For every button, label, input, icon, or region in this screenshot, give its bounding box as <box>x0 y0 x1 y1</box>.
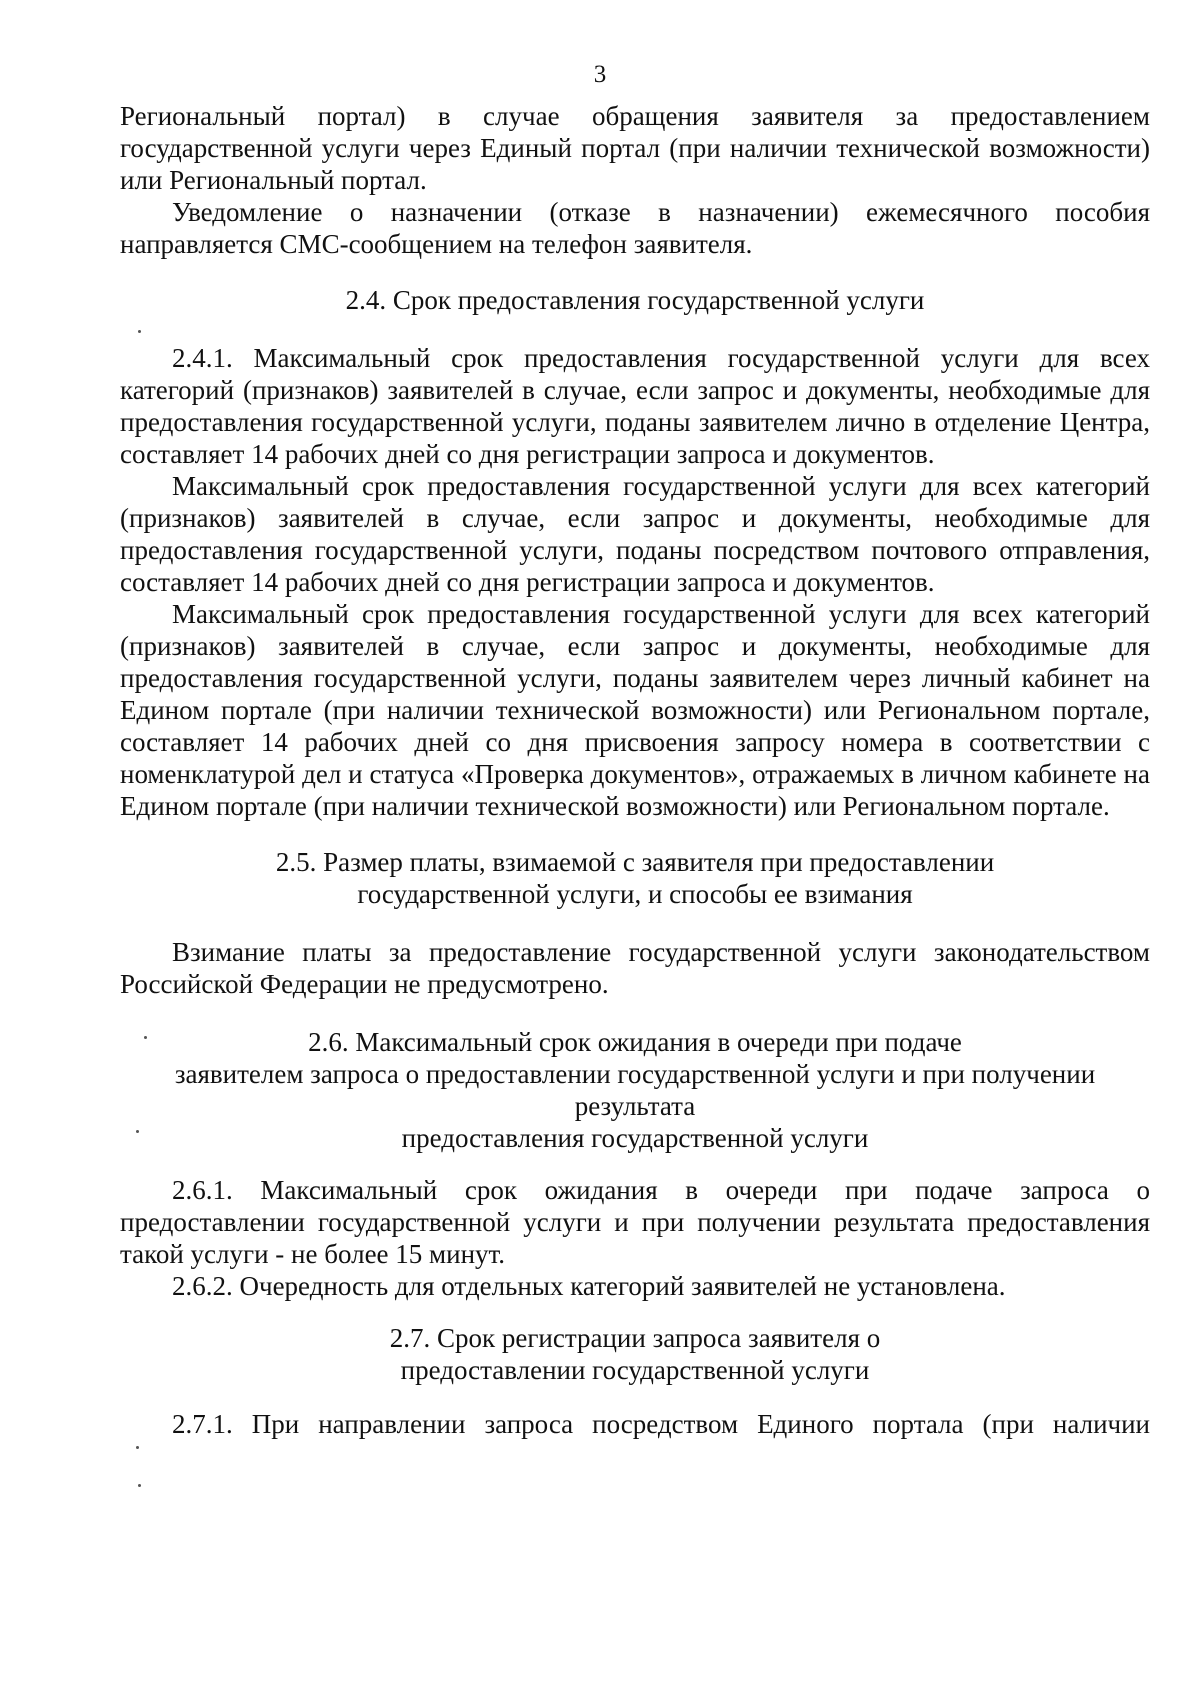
section-2-7-heading-line-1: 2.7. Срок регистрации запроса заявителя о <box>389 1323 881 1353</box>
section-2-6-heading-line-4: предоставления государственной услуги <box>401 1123 869 1153</box>
scan-speck <box>144 1036 147 1039</box>
section-2-4-paragraph-2: Максимальный срок предоставления государственной услуги для всех категорий (признаков) заявителей в случае, если запрос и документы, необходимые для предоставления государственной услуги, поданы посредством почтового отправления, составляет 14 рабочих дней со дня регистрации запроса и документов. <box>120 471 1150 597</box>
section-2-5-paragraph-1: Взимание платы за предоставление государственной услуги законодательством Российской Федерации не предусмотрено. <box>120 937 1150 999</box>
section-2-6-heading <box>120 1026 1150 1154</box>
intro-paragraph-1: Региональный портал) в случае обращения заявителя за предоставлением государственной услуги через Единый портал (при наличии технической возможности) или Региональный портал. <box>120 101 1150 195</box>
section-2-6-heading-line-1: 2.6. Максимальный срок ожидания в очереди при подаче <box>308 1027 962 1057</box>
scan-speck <box>138 330 141 333</box>
section-2-6-body <box>120 1174 1150 1302</box>
scan-speck <box>136 1130 139 1133</box>
section-2-6-heading-line-2: заявителем запроса о предоставлении государственной услуги и при получении <box>174 1059 1096 1089</box>
intro-paragraph-2: Уведомление о назначении (отказе в назначении) ежемесячного пособия направляется СМС-сообщением на телефон заявителя. <box>120 197 1150 259</box>
section-2-5-body <box>120 936 1150 1000</box>
section-2-7-body <box>120 1408 1150 1440</box>
section-2-6-paragraph-1: 2.6.1. Максимальный срок ожидания в очереди при подаче запроса о предоставлении государственной услуги и при получении результата предоставления такой услуги - не более 15 минут. <box>120 1175 1150 1269</box>
section-2-5-heading-line-1: 2.5. Размер платы, взимаемой с заявителя при предоставлении <box>275 847 995 877</box>
section-2-4-paragraph-3: Максимальный срок предоставления государственной услуги для всех категорий (признаков) заявителей в случае, если запрос и документы, необходимые для предоставления государственной услуги, поданы заявителем через личный кабинет на Едином портале (при наличии технической возможности) или Региональном портале, составляет 14 рабочих дней со дня присвоения запросу номера в соответствии с номенклатурой дел и статуса «Проверка документов», отражаемых в личном кабинете на Едином портале (при наличии технической возможности) или Региональном портале. <box>120 599 1150 821</box>
page-number: 3 <box>593 61 607 88</box>
section-2-5-heading <box>120 846 1150 910</box>
section-2-7-paragraph-1: 2.7.1. При направлении запроса посредством Единого портала (при наличии <box>172 1409 1150 1439</box>
intro-block <box>120 100 1150 260</box>
section-2-7-heading-line-2: предоставлении государственной услуги <box>400 1355 870 1385</box>
section-2-6-heading-line-3: результата <box>574 1091 696 1121</box>
scan-speck <box>136 1446 139 1449</box>
section-2-6-paragraph-2: 2.6.2. Очередность для отдельных категорий заявителей не установлена. <box>172 1271 1006 1301</box>
section-2-4-body <box>120 342 1150 822</box>
section-2-7-heading <box>120 1322 1150 1386</box>
scan-speck <box>138 1484 141 1487</box>
section-2-4-heading: 2.4. Срок предоставления государственной услуги <box>345 285 925 315</box>
section-2-4-paragraph-1: 2.4.1. Максимальный срок предоставления государственной услуги для всех категорий (признаков) заявителей в случае, если запрос и документы, необходимые для предоставления государственной услуги, поданы заявителем лично в отделение Центра, составляет 14 рабочих дней со дня регистрации запроса и документов. <box>120 343 1150 469</box>
section-2-5-heading-line-2: государственной услуги, и способы ее взимания <box>357 879 913 909</box>
